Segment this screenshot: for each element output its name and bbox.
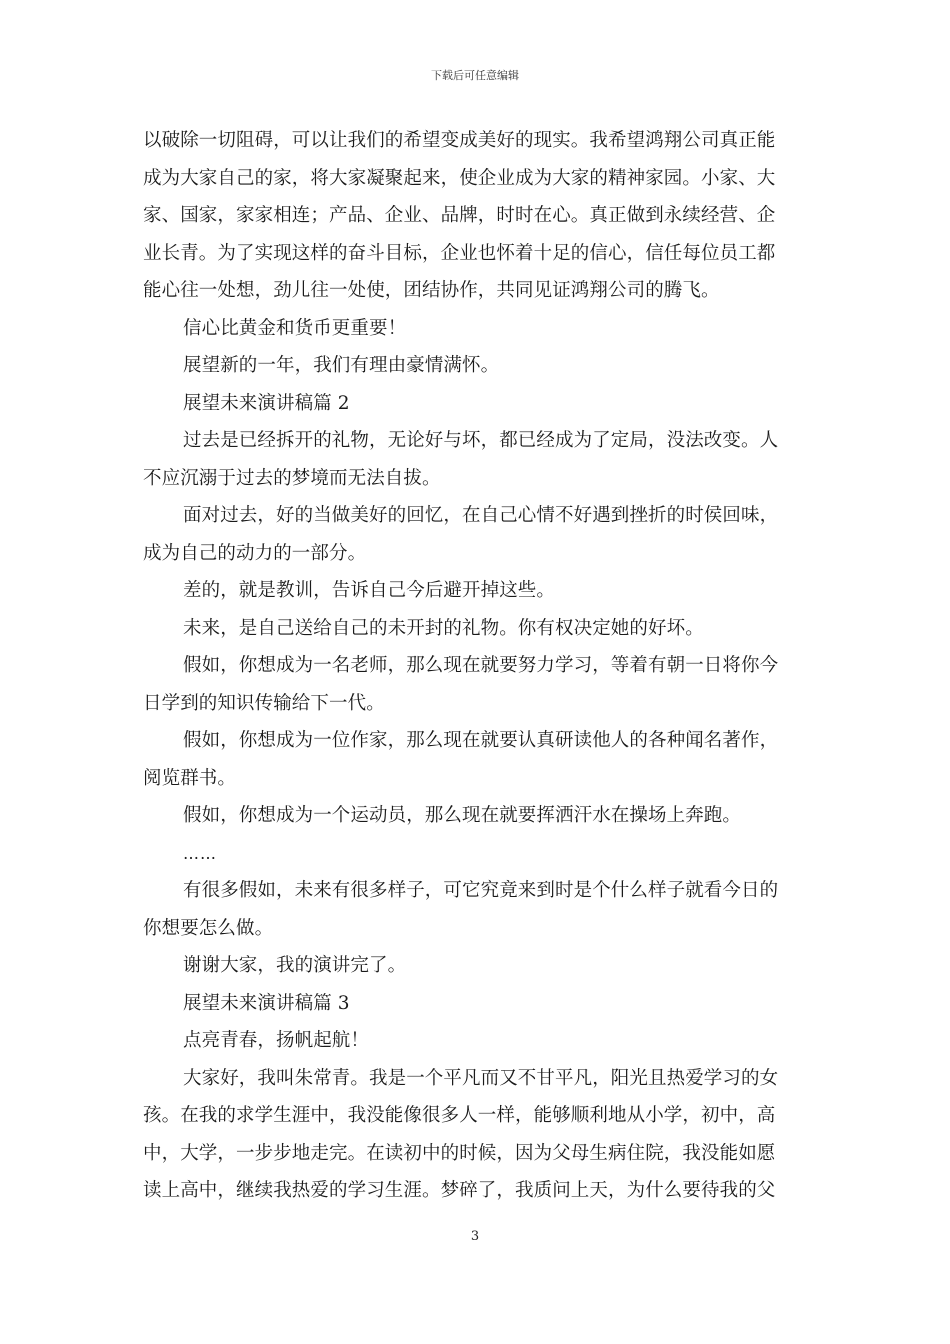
text-line: 有很多假如，未来有很多样子，可它究竟来到时是个什么样子就看今日的	[183, 880, 779, 901]
text-line: 展望未来演讲稿篇 3	[183, 992, 350, 1014]
text-line: 以破除一切阻碍，可以让我们的希望变成美好的现实。我希望鸿翔公司真正能	[143, 130, 776, 151]
page-header: 下载后可任意编辑	[431, 69, 519, 82]
text-line: 展望新的一年，我们有理由豪情满怀。	[183, 355, 500, 376]
text-line: 过去是已经拆开的礼物，无论好与坏，都已经成为了定局，没法改变。人	[183, 430, 779, 451]
text-line: 展望未来演讲稿篇 2	[183, 392, 350, 414]
page-number: 3	[470, 1229, 480, 1244]
text-line: 业长青。为了实现这样的奋斗目标，企业也怀着十足的信心，信任每位员工都	[143, 242, 776, 264]
text-line: 家、国家，家家相连；产品、企业、品牌，时时在心。真正做到永续经营、企	[143, 205, 776, 226]
text-line: 不应沉溺于过去的梦境而无法自拔。	[143, 467, 441, 489]
text-line: 你想要怎么做。	[143, 917, 274, 939]
text-line: 成为自己的动力的一部分。	[143, 542, 367, 564]
text-line: 信心比黄金和货币更重要！	[183, 317, 407, 339]
text-line: 大家好，我叫朱常青。我是一个平凡而又不甘平凡，阳光且热爱学习的女	[183, 1067, 779, 1089]
text-line: 阅览群书。	[143, 767, 237, 789]
text-line: 差的，就是教训，告诉自己今后避开掉这些。	[183, 580, 556, 601]
text-line: 日学到的知识传输给下一代。	[143, 692, 385, 714]
text-line: 假如，你想成为一名老师，那么现在就要努力学习，等着有朝一日将你今	[183, 655, 779, 676]
text-line: 未来，是自己送给自己的未开封的礼物。你有权决定她的好坏。	[183, 617, 704, 639]
text-line: 孩。在我的求学生涯中，我没能像很多人一样，能够顺利地从小学，初中，高	[143, 1105, 776, 1126]
document-body	[143, 122, 807, 1210]
text-line: 中，大学，一步步地走完。在读初中的时候，因为父母生病住院，我没能如愿	[143, 1142, 776, 1164]
text-line: 面对过去，好的当做美好的回忆，在自己心情不好遇到挫折的时侯回味，	[183, 505, 779, 526]
text-line: 谢谢大家，我的演讲完了。	[183, 955, 407, 976]
text-line: 读上高中，继续我热爱的学习生涯。梦碎了，我质问上天，为什么要待我的父	[143, 1180, 776, 1201]
text-line: 点亮青春，扬帆起航！	[183, 1030, 370, 1051]
text-line: 假如，你想成为一位作家，那么现在就要认真研读他人的各种闻名著作，	[183, 730, 779, 751]
text-line: 成为大家自己的家，将大家凝聚起来，使企业成为大家的精神家园。小家、大	[143, 167, 776, 189]
text-line: ……	[183, 843, 217, 863]
text-line: 假如，你想成为一个运动员，那么现在就要挥洒汗水在操场上奔跑。	[183, 805, 742, 826]
text-line: 能心往一处想，劲儿往一处使，团结协作，共同见证鸿翔公司的腾飞。	[143, 280, 720, 301]
